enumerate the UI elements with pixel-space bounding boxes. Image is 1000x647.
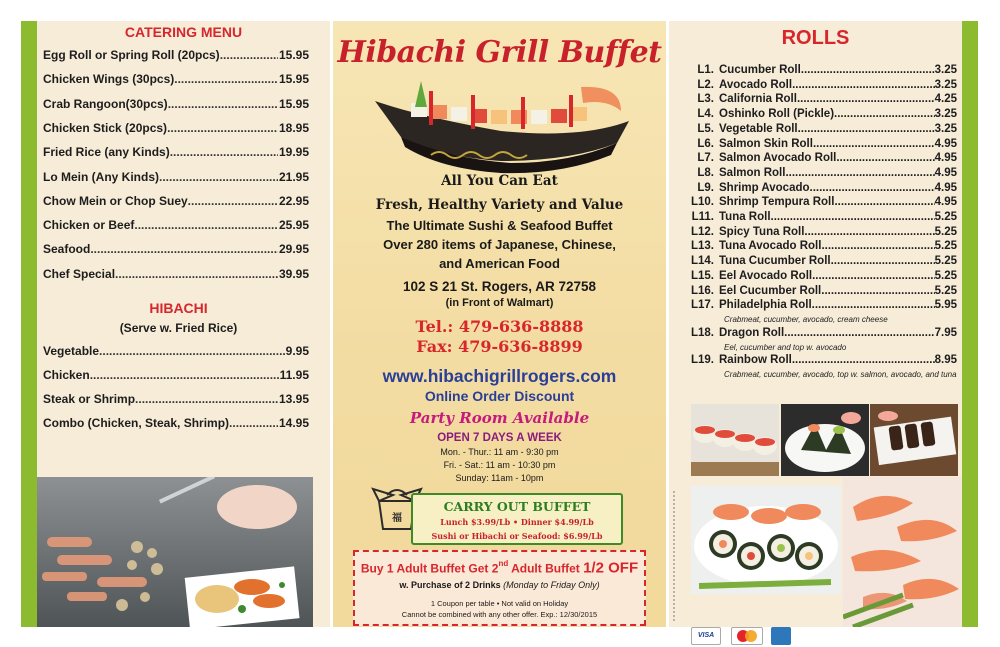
catering-item-name: Egg Roll or Spring Roll (20pcs)	[43, 48, 220, 62]
roll-price: 5.25	[934, 240, 957, 253]
roll-item	[689, 79, 957, 91]
roll-item	[689, 240, 957, 252]
hibachi-item-price: 9.95	[285, 344, 309, 358]
roll-price: 5.25	[934, 211, 957, 223]
roll-price: 3.25	[934, 108, 957, 121]
roll-name: Oshinko Roll (Pickle)	[719, 108, 835, 121]
dot-leader	[821, 285, 934, 297]
dot-leader	[821, 240, 934, 252]
roll-code: L14.	[690, 255, 714, 268]
sushi-photo-bottom-left	[691, 486, 841, 594]
roll-item	[689, 211, 957, 223]
catering-item-price: 15.95	[278, 72, 309, 87]
roll-price: 4.95	[934, 181, 957, 194]
hibachi-item-name: Vegetable	[43, 344, 100, 358]
open-days: OPEN 7 DAYS A WEEK	[437, 432, 562, 444]
roll-description: Eel, cucumber and top w. avocado	[724, 342, 847, 352]
dot-leader	[812, 299, 935, 311]
roll-name: Rainbow Roll	[719, 354, 792, 367]
dot-leader	[135, 392, 278, 406]
dot-leader	[167, 121, 278, 135]
roll-name: Avocado Roll	[719, 78, 793, 91]
roll-code: L4.	[697, 108, 714, 121]
catering-item-price: 25.95	[278, 218, 309, 233]
dot-leader	[801, 64, 935, 76]
hibachi-item-price: 13.95	[278, 392, 309, 406]
carry-out-title: CARRY OUT BUFFET	[443, 499, 591, 514]
sushi-photo-top-left	[691, 404, 779, 476]
dot-leader	[785, 167, 934, 179]
tagline-all-you-can-eat: All You Can Eat	[441, 173, 558, 189]
roll-name: Tuna Roll	[719, 211, 771, 223]
roll-code: L8.	[697, 166, 714, 179]
roll-code: L19.	[690, 354, 714, 367]
svg-text:福: 福	[392, 513, 402, 524]
roll-name: Tuna Avocado Roll	[719, 240, 822, 253]
catering-item-name: Chicken Stick (20pcs)	[43, 120, 168, 135]
dot-leader	[99, 344, 285, 358]
catering-item-price: 22.95	[278, 193, 309, 208]
roll-item	[689, 64, 957, 76]
catering-item	[43, 267, 309, 281]
roll-code: L5.	[697, 122, 714, 135]
roll-code: L7.	[697, 152, 714, 165]
coupon-fine-1: 1 Coupon per table • Not valid on Holiday	[430, 599, 569, 608]
hibachi-grill-photo	[37, 477, 313, 627]
catering-item	[43, 97, 309, 111]
catering-item-name: Seafood	[43, 242, 91, 257]
brand-logo: Hibachi Grill Buffet	[337, 35, 662, 70]
amex-card-icon	[771, 627, 791, 645]
catering-item-name: Fried Rice (any Kinds)	[43, 145, 170, 160]
hibachi-item	[43, 344, 309, 358]
dot-leader	[168, 97, 278, 111]
catering-item-name: Chicken or Beef	[43, 218, 135, 233]
catering-item-price: 29.95	[278, 242, 309, 257]
dot-leader	[134, 218, 278, 232]
coupon-headline-sup: nd	[498, 559, 509, 568]
online-order-discount: Online Order Discount	[424, 388, 575, 404]
tagline-american: and American Food	[439, 256, 560, 271]
roll-price: 5.95	[934, 299, 957, 312]
coupon-headline-b: Adult Buffet	[508, 561, 584, 576]
catering-item	[43, 194, 309, 208]
coupon-fine-2: Cannot be combined with any other offer. Exp.: 12/30/2015	[401, 610, 598, 619]
visa-card-icon: VISA	[691, 627, 721, 645]
dot-leader	[220, 48, 278, 62]
roll-name: Tuna Cucumber Roll	[719, 255, 831, 268]
catering-item	[43, 48, 309, 62]
roll-price: 4.95	[934, 196, 957, 209]
roll-price: 4.95	[934, 166, 957, 179]
catering-item-price: 18.95	[278, 120, 309, 135]
middle-panel	[333, 21, 666, 627]
catering-item-name: Crab Rangoon(30pcs)	[43, 96, 168, 111]
roll-name: Shrimp Avocado	[719, 181, 810, 194]
roll-name: Shrimp Tempura Roll	[719, 196, 835, 209]
roll-price: 4.95	[934, 137, 957, 150]
dot-leader	[831, 255, 935, 267]
hibachi-item	[43, 392, 309, 406]
carry-out-sushi: Sushi or Hibachi or Seafood: $6.99/Lb	[431, 531, 603, 541]
left-accent-bar	[21, 21, 37, 627]
hibachi-item	[43, 368, 309, 382]
dot-leader	[170, 145, 278, 159]
roll-name: Salmon Roll	[719, 166, 786, 179]
tagline-items: Over 280 items of Japanese, Chinese,	[383, 237, 616, 252]
roll-code: L11.	[691, 211, 714, 223]
hibachi-item-price: 14.95	[278, 416, 309, 430]
roll-name: Vegetable Roll	[719, 122, 798, 135]
roll-name: Dragon Roll	[719, 326, 785, 339]
hibachi-item-name: Chicken	[43, 368, 90, 382]
dot-leader	[836, 152, 934, 164]
dot-leader	[115, 267, 278, 281]
address-note: (in Front of Walmart)	[445, 297, 554, 309]
roll-code: L15.	[690, 269, 714, 282]
catering-item-name: Chef Special	[43, 266, 116, 281]
carry-out-box	[411, 493, 623, 545]
catering-item	[43, 242, 309, 256]
dot-leader	[792, 354, 935, 366]
hibachi-item-name: Steak or Shrimp	[43, 392, 136, 406]
roll-code: L17.	[690, 299, 714, 312]
hours-sunday: Sunday: 11am - 10pm	[455, 473, 544, 483]
roll-name: Salmon Avocado Roll	[719, 152, 837, 165]
coupon-headline-c: 1/2 OFF	[583, 559, 639, 577]
roll-item	[689, 255, 957, 267]
catering-item-price: 15.95	[278, 96, 309, 111]
roll-item	[689, 270, 957, 282]
dot-leader	[229, 416, 278, 430]
coupon-purchase-main: w. Purchase of 2 Drinks	[399, 580, 501, 590]
roll-name: California Roll	[719, 93, 797, 106]
dot-leader	[90, 242, 278, 256]
sushi-photo-top-right	[870, 404, 958, 476]
dot-leader	[812, 270, 935, 282]
roll-name: Philadelphia Roll	[719, 299, 812, 312]
catering-item	[43, 145, 309, 159]
roll-code: L18.	[690, 326, 714, 339]
roll-code: L9.	[697, 181, 714, 194]
roll-description: Crabmeat, cucumber, avocado, top w. salmon, avocado, and tuna	[724, 370, 957, 380]
roll-name: Eel Avocado Roll	[719, 269, 813, 282]
sushi-photo-top-middle	[781, 404, 869, 476]
dot-leader	[174, 72, 278, 86]
catering-item	[43, 170, 309, 184]
catering-item	[43, 121, 309, 135]
tagline-fresh: Fresh, Healthy Variety and Value	[375, 197, 624, 213]
hibachi-subtitle: (Serve w. Fried Rice)	[119, 321, 238, 335]
roll-item	[689, 182, 957, 194]
dot-leader	[797, 93, 935, 105]
roll-item	[689, 152, 957, 164]
roll-item	[689, 167, 957, 179]
catering-item-price: 39.95	[278, 266, 309, 281]
roll-price: 7.95	[934, 326, 957, 339]
roll-price: 8.95	[934, 354, 957, 367]
roll-item	[689, 285, 957, 297]
roll-price: 4.25	[934, 93, 957, 106]
coupon[interactable]	[353, 550, 646, 626]
carry-out-lunch-dinner: Lunch $3.99/Lb • Dinner $4.99/Lb	[440, 517, 594, 527]
roll-name: Spicy Tuna Roll	[719, 225, 805, 238]
address: 102 S 21 St. Rogers, AR 72758	[402, 279, 597, 294]
roll-price: 3.25	[934, 122, 957, 135]
hours-mon-thu: Mon. - Thur.: 11 am - 9:30 pm	[440, 447, 559, 457]
roll-item	[689, 108, 957, 120]
roll-code: L3.	[697, 93, 714, 106]
dot-leader	[90, 368, 279, 382]
vertical-printer-note	[669, 491, 679, 621]
roll-code: L13.	[690, 240, 714, 253]
roll-code: L2.	[697, 78, 714, 91]
catering-item-name: Chow Mein or Chop Suey	[43, 193, 188, 208]
roll-code: L10.	[690, 196, 714, 209]
tagline-sushi-seafood: The Ultimate Sushi & Seafood Buffet	[386, 218, 613, 233]
dot-leader	[834, 196, 934, 208]
roll-price: 4.95	[934, 152, 957, 165]
dot-leader	[813, 138, 935, 150]
hibachi-item-price: 11.95	[279, 368, 309, 382]
dot-leader	[810, 182, 935, 194]
catering-item	[43, 218, 309, 232]
dot-leader	[784, 327, 934, 339]
fax-number: Fax: 479-636-8899	[416, 337, 583, 356]
roll-price: 5.25	[934, 255, 957, 268]
roll-code: L12.	[690, 225, 714, 238]
dot-leader	[804, 226, 934, 238]
coupon-headline-a: Buy 1 Adult Buffet Get 2	[360, 561, 499, 576]
catering-item-name: Lo Mein (Any Kinds)	[43, 169, 159, 184]
catering-item	[43, 72, 309, 86]
roll-description: Crabmeat, cucumber, avocado, cream cheese	[724, 315, 888, 325]
roll-price: 3.25	[934, 78, 957, 91]
roll-name: Eel Cucumber Roll	[719, 284, 822, 297]
dot-leader	[834, 108, 935, 120]
roll-price: 5.25	[934, 225, 957, 238]
right-panel	[669, 21, 962, 639]
dot-leader	[159, 170, 278, 184]
dot-leader	[792, 79, 935, 91]
roll-code: L1.	[697, 64, 714, 76]
roll-item	[689, 327, 957, 339]
roll-name: Cucumber Roll	[719, 64, 801, 76]
coupon-headline	[355, 559, 644, 577]
roll-price: 3.25	[934, 64, 957, 76]
dot-leader	[771, 211, 935, 223]
catering-item-name: Chicken Wings (30pcs)	[43, 72, 175, 87]
roll-price: 5.25	[934, 269, 957, 282]
hibachi-item-name: Combo (Chicken, Steak, Shrimp)	[43, 416, 230, 430]
hibachi-item	[43, 416, 309, 430]
roll-item	[689, 138, 957, 150]
roll-code: L6.	[697, 137, 714, 150]
hours-fri-sat: Fri. - Sat.: 11 am - 10:30 pm	[443, 460, 556, 470]
party-room: Party Room Available	[409, 409, 590, 427]
rolls-title: ROLLS	[781, 27, 850, 49]
coupon-purchase-note: (Monday to Friday Only)	[500, 580, 600, 590]
roll-item	[689, 93, 957, 105]
coupon-purchase	[355, 580, 644, 590]
sushi-boat-illustration	[371, 77, 633, 181]
catering-item-price: 21.95	[278, 169, 309, 184]
dot-leader	[188, 194, 278, 208]
roll-item	[689, 123, 957, 135]
roll-price: 5.25	[934, 284, 957, 297]
roll-item	[689, 354, 957, 366]
hibachi-title: HIBACHI	[149, 300, 208, 316]
phone-number[interactable]: Tel.: 479-636-8888	[415, 317, 584, 336]
catering-item-price: 19.95	[278, 145, 309, 160]
roll-code: L16.	[690, 284, 714, 297]
catering-item-price: 15.95	[278, 48, 309, 62]
sashimi-photo-bottom-right	[843, 477, 962, 627]
roll-item	[689, 226, 957, 238]
roll-name: Salmon Skin Roll	[719, 137, 813, 150]
website-link[interactable]: www.hibachigrillrogers.com	[382, 366, 617, 386]
catering-title: CATERING MENU	[124, 24, 243, 40]
left-panel	[37, 21, 330, 627]
roll-item	[689, 299, 957, 311]
right-accent-bar	[962, 21, 978, 627]
roll-item	[689, 196, 957, 208]
dot-leader	[798, 123, 935, 135]
mastercard-icon	[731, 627, 763, 645]
